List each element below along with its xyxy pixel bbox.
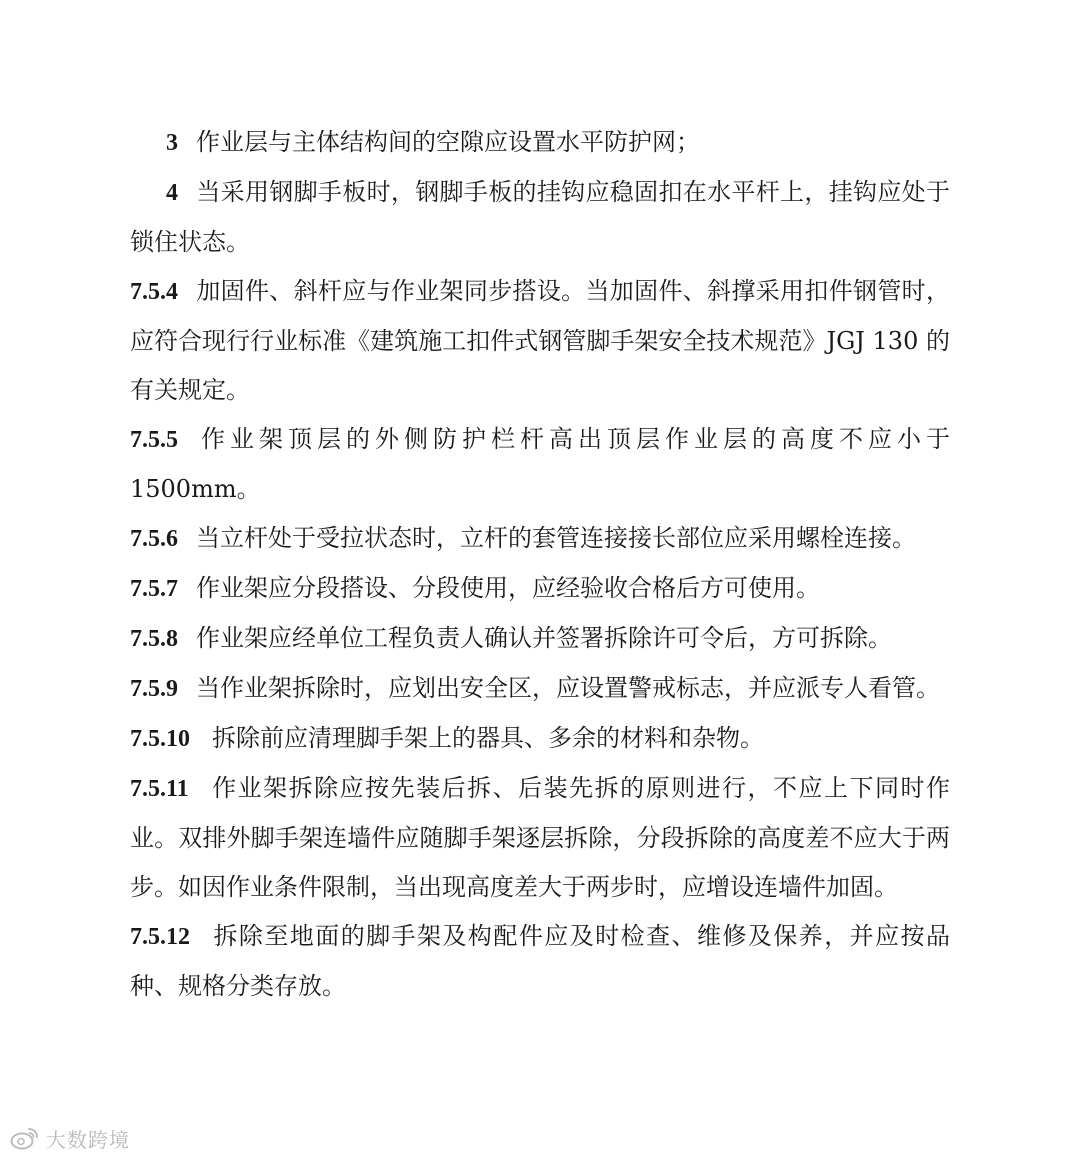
clause-text: 当作业架拆除时，应划出安全区，应设置警戒标志，并应派专人看管。 [196,674,940,702]
clause-text: 作业架拆除应按先装后拆、后装先拆的原则进行，不应上下同时作业。双排外脚手架连墙件应随脚手架逐层拆除，分段拆除的高度差不应大于两步。如因作业条件限制，当出现高度差大于两步时，应增设连墙件加固。 [130,774,950,901]
clause-number: 3 [166,130,178,156]
clause-7-5-9 [130,664,950,714]
clause-number: 7.5.10 [130,726,190,752]
clause-number: 4 [166,180,178,206]
clause-text: 作业架应分段搭设、分段使用，应经验收合格后方可使用。 [196,574,820,602]
document-body [130,118,950,1011]
weibo-logo-icon [10,1125,40,1151]
clause-text: 当立杆处于受拉状态时，立杆的套管连接接长部位应采用螺栓连接。 [196,524,916,552]
clause-text: 作业层与主体结构间的空隙应设置水平防护网； [196,128,700,156]
clause-number: 7.5.12 [130,924,190,950]
clause-number: 7.5.7 [130,576,178,602]
clause-number: 7.5.8 [130,626,178,652]
watermark-text: 大数跨境 [46,1127,130,1152]
clause-7-5-7 [130,564,950,614]
clause-text: 作业架应经单位工程负责人确认并签署拆除许可令后，方可拆除。 [196,624,892,652]
watermark [10,1122,130,1154]
clause-number: 7.5.4 [130,279,178,305]
clause-text: 拆除前应清理脚手架上的器具、多余的材料和杂物。 [212,724,764,752]
clause-text: 拆除至地面的脚手架及构配件应及时检查、维修及保养，并应按品种、规格分类存放。 [130,922,950,1000]
clause-text: 当采用钢脚手板时，钢脚手板的挂钩应稳固扣在水平杆上，挂钩应处于锁住状态。 [130,178,950,256]
clause-7-5-8 [130,614,950,664]
clause-7-5-5 [130,415,950,514]
clause-number: 7.5.9 [130,676,178,702]
clause-7-5-11 [130,764,950,912]
clause-7-5-10 [130,714,950,764]
clause-7-5-6 [130,514,950,564]
clause-number: 7.5.5 [130,427,178,453]
clause-item-4 [130,168,950,267]
clause-7-5-4 [130,267,950,415]
clause-number: 7.5.6 [130,526,178,552]
clause-number: 7.5.11 [130,776,189,802]
clause-7-5-12 [130,912,950,1011]
clause-text: 加固件、斜杆应与作业架同步搭设。当加固件、斜撑采用扣件钢管时，应符合现行行业标准《建筑施工扣件式钢管脚手架安全技术规范》JGJ 130 的有关规定。 [130,277,950,404]
clause-item-3 [130,118,950,168]
clause-text: 作业架顶层的外侧防护栏杆高出顶层作业层的高度不应小于1500mm。 [130,425,950,503]
